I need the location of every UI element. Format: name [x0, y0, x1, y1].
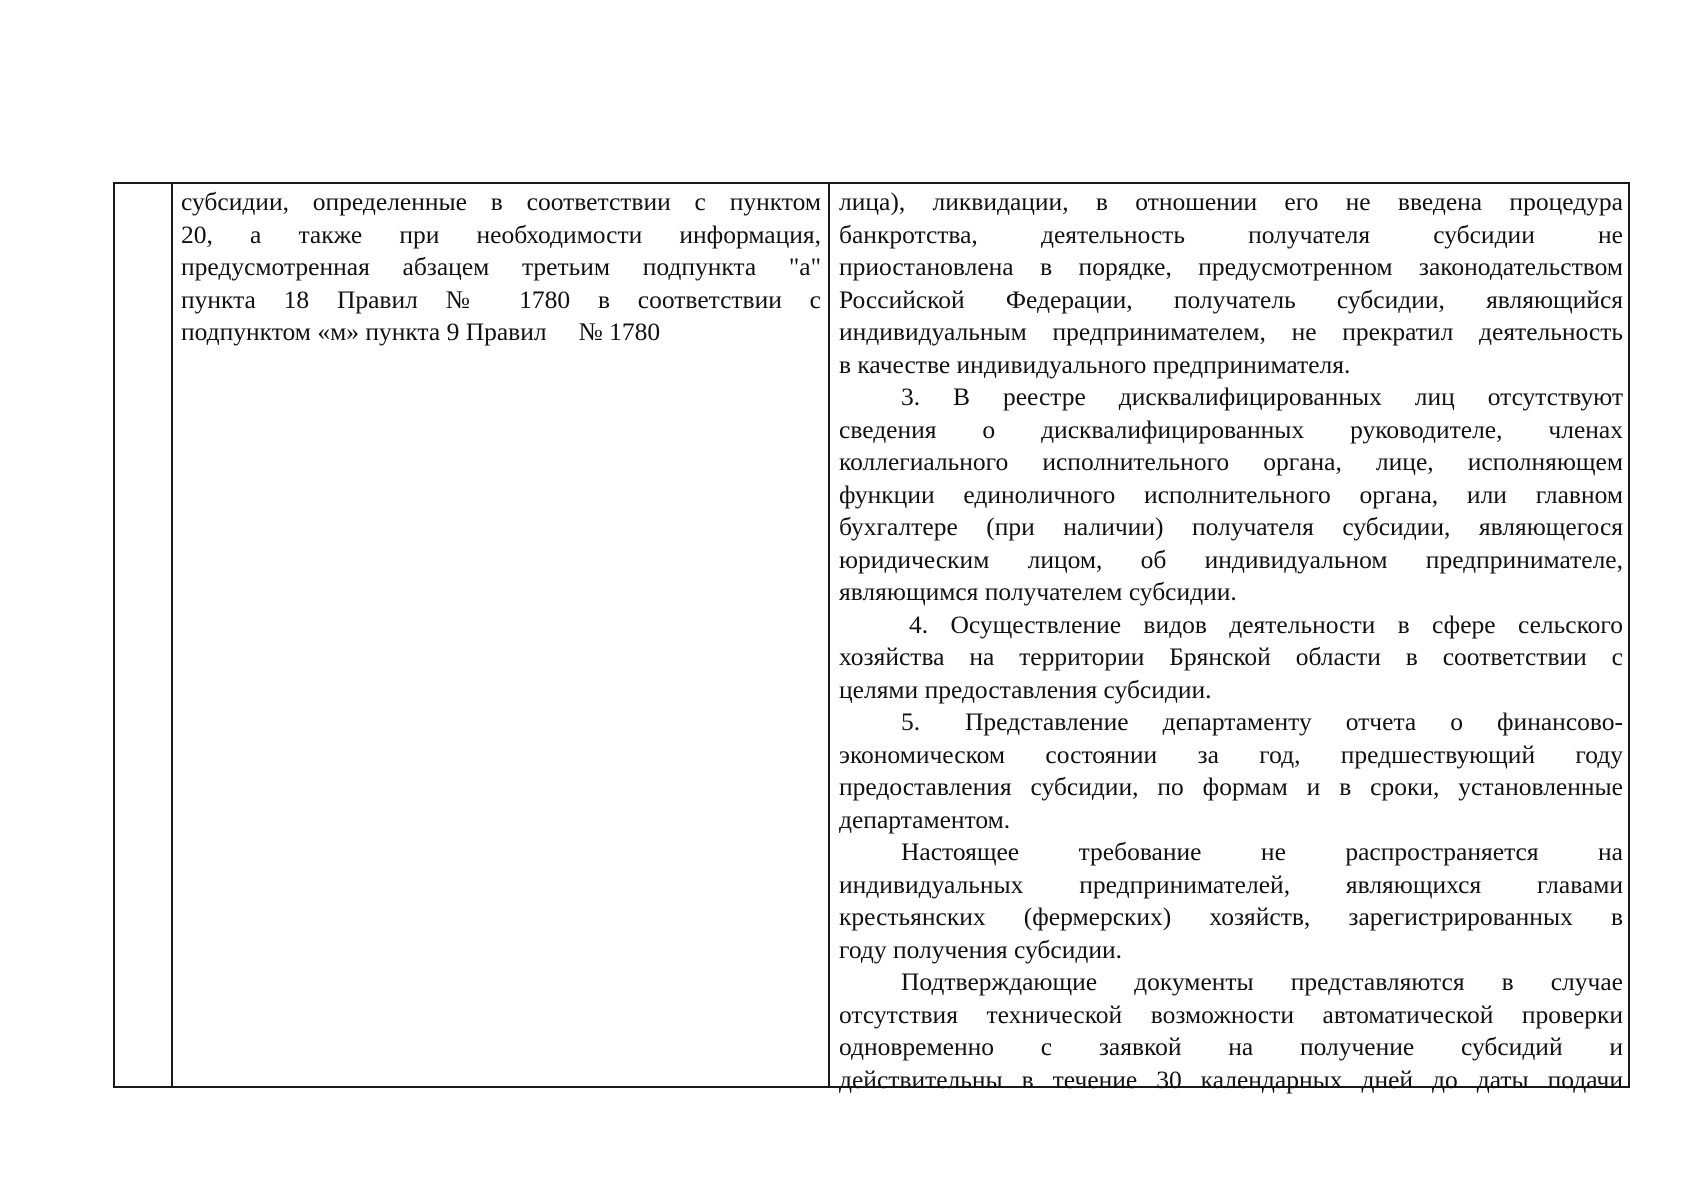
- left-cell-text: [181, 186, 821, 349]
- right-line-3: приостановлена в порядке, предусмотренном законодательством: [839, 252, 1623, 281]
- right-line-18: экономическом состоянии за год, предшествующий году: [839, 739, 1623, 769]
- item-5-text: Представление департаменту отчета о финансово-: [965, 707, 1623, 736]
- right-line-6: в качестве индивидуального предпринимателя.: [839, 349, 1351, 379]
- right-line-13: являющимся получателем субсидии.: [839, 577, 1237, 606]
- right-line-28: действительны в течение 30 календарных дней до даты подачи: [839, 1064, 1623, 1094]
- right-line-21: Настоящее требование не распространяется на: [901, 837, 1623, 866]
- right-line-2: банкротства, деятельность получателя субсидии не: [839, 219, 1623, 249]
- right-line-20: департаментом.: [839, 804, 1011, 834]
- right-line-11: бухгалтере (при наличии) получателя субсидии, являющегося: [839, 512, 1623, 541]
- right-line-4: Российской Федерации, получатель субсидии, являющийся: [839, 284, 1623, 314]
- document-table: [113, 182, 1630, 1094]
- right-line-25: Подтверждающие документы представляются в случае: [901, 967, 1623, 996]
- right-line-27: одновременно с заявкой на получение субсидий и: [839, 1032, 1623, 1061]
- right-line-26: отсутствия технической возможности автоматической проверки: [839, 999, 1623, 1029]
- column-divider-1: [171, 184, 173, 1086]
- right-line-9: коллегиального исполнительного органа, лице, исполняющем: [839, 447, 1623, 476]
- right-line-17: [839, 706, 1623, 739]
- left-line-5: подпунктом «м» пункта 9 Правил № 1780: [181, 317, 661, 346]
- right-cell-text: [839, 186, 1623, 1096]
- right-line-1: лица), ликвидации, в отношении его не введена процедура: [839, 187, 1623, 216]
- right-line-5: индивидуальным предпринимателем, не прекратил деятельность: [839, 317, 1623, 346]
- right-line-16: целями предоставления субсидии.: [839, 674, 1212, 704]
- right-line-23: крестьянских (фермерских) хозяйств, зарегистрированных в: [839, 902, 1623, 931]
- left-line-3: предусмотренная абзацем третьим подпункта "а": [181, 252, 821, 281]
- right-line-12: юридическим лицом, об индивидуальном предпринимателе,: [839, 544, 1623, 574]
- item-5-number: 5.: [901, 707, 921, 736]
- right-line-10: функции единоличного исполнительного органа, или главном: [839, 479, 1623, 509]
- left-line-1: субсидии, определенные в соответствии с пунктом: [181, 187, 821, 216]
- left-line-4: пункта 18 Правил № 1780 в соответствии с: [181, 284, 821, 314]
- column-divider-2: [828, 184, 830, 1086]
- right-line-14: 4. Осуществление видов деятельности в сфере сельского: [909, 609, 1623, 639]
- left-line-2: 20, а также при необходимости информация,: [181, 219, 821, 249]
- right-line-15: хозяйства на территории Брянской области в соответствии с: [839, 642, 1623, 671]
- right-line-7: 3. В реестре дисквалифицированных лиц отсутствуют: [901, 382, 1623, 411]
- right-line-8: сведения о дисквалифицированных руководителе, членах: [839, 414, 1623, 444]
- right-line-19: предоставления субсидии, по формам и в сроки, установленные: [839, 772, 1623, 801]
- right-line-24: году получения субсидии.: [839, 934, 1122, 964]
- right-line-22: индивидуальных предпринимателей, являющихся главами: [839, 869, 1623, 899]
